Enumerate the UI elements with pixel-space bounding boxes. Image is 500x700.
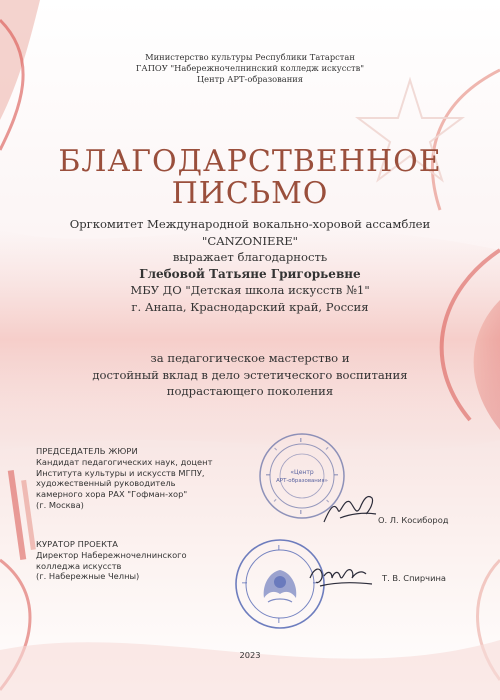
curator-city: (г. Набережные Челны): [36, 571, 140, 582]
stamp-center-line-1: «Центр: [290, 469, 314, 476]
chair-credential-2: Института культуры и искусств МГПУ,: [36, 467, 205, 478]
chair-signature: [320, 488, 380, 528]
title-line-2: ПИСЬМО: [171, 176, 329, 211]
chair-role: ПРЕДСЕДАТЕЛЬ ЖЮРИ: [36, 446, 138, 456]
issuer-header: [60, 52, 440, 85]
signatory-curator: [36, 539, 187, 582]
title-line-1: БЛАГОДАРСТВЕННОЕ: [58, 144, 442, 179]
curator-role: КУРАТОР ПРОЕКТА: [36, 539, 119, 549]
body-line-expresses: выражает благодарность: [172, 250, 328, 264]
body-line-event: "CANZONIERE": [202, 233, 298, 248]
document-title: [0, 146, 500, 210]
recipient-name: Глебовой Татьяне Григорьевне: [139, 266, 361, 281]
curator-credential-2: колледжа искусств: [36, 560, 122, 571]
curator-signature: [306, 558, 376, 592]
reason-line-1: за педагогическое мастерство и: [150, 351, 350, 365]
chair-credential-3: художественный руководитель: [36, 478, 176, 489]
bottom-wave: [0, 640, 500, 700]
curator-name: Т. В. Спирчина: [382, 573, 446, 583]
document-year: 2023: [239, 650, 261, 660]
header-line-ministry: Министерство культуры Республики Татарстан: [145, 52, 355, 62]
reason-line-2: достойный вклад в дело эстетического воспитания: [92, 367, 408, 382]
body-line-school: МБУ ДО "Детская школа искусств №1": [130, 283, 370, 297]
body-line-location: г. Анапа, Краснодарский край, Россия: [131, 299, 369, 314]
header-line-center: Центр АРТ-образования: [196, 74, 304, 84]
body-line-committee: Оргкомитет Международной вокально-хоровой ассамблеи: [69, 217, 431, 231]
chair-credential-1: Кандидат педагогических наук, доцент: [36, 456, 213, 467]
chair-city: (г. Москва): [36, 499, 84, 510]
chair-name: О. Л. Косибород: [378, 515, 449, 525]
reason-text: [60, 350, 440, 400]
stamp-center-line-2: АРТ-образования»: [276, 478, 328, 484]
header-line-college: ГАПОУ "Набережночелнинский колледж искусств": [135, 63, 365, 73]
chair-credential-4: камерного хора РАХ "Гофман-хор": [36, 489, 188, 500]
curator-credential-1: Директор Набережночелнинского: [36, 549, 187, 560]
gratitude-body: [40, 216, 460, 315]
reason-line-3: подрастающего поколения: [166, 384, 334, 398]
signatory-chair: [36, 446, 212, 511]
